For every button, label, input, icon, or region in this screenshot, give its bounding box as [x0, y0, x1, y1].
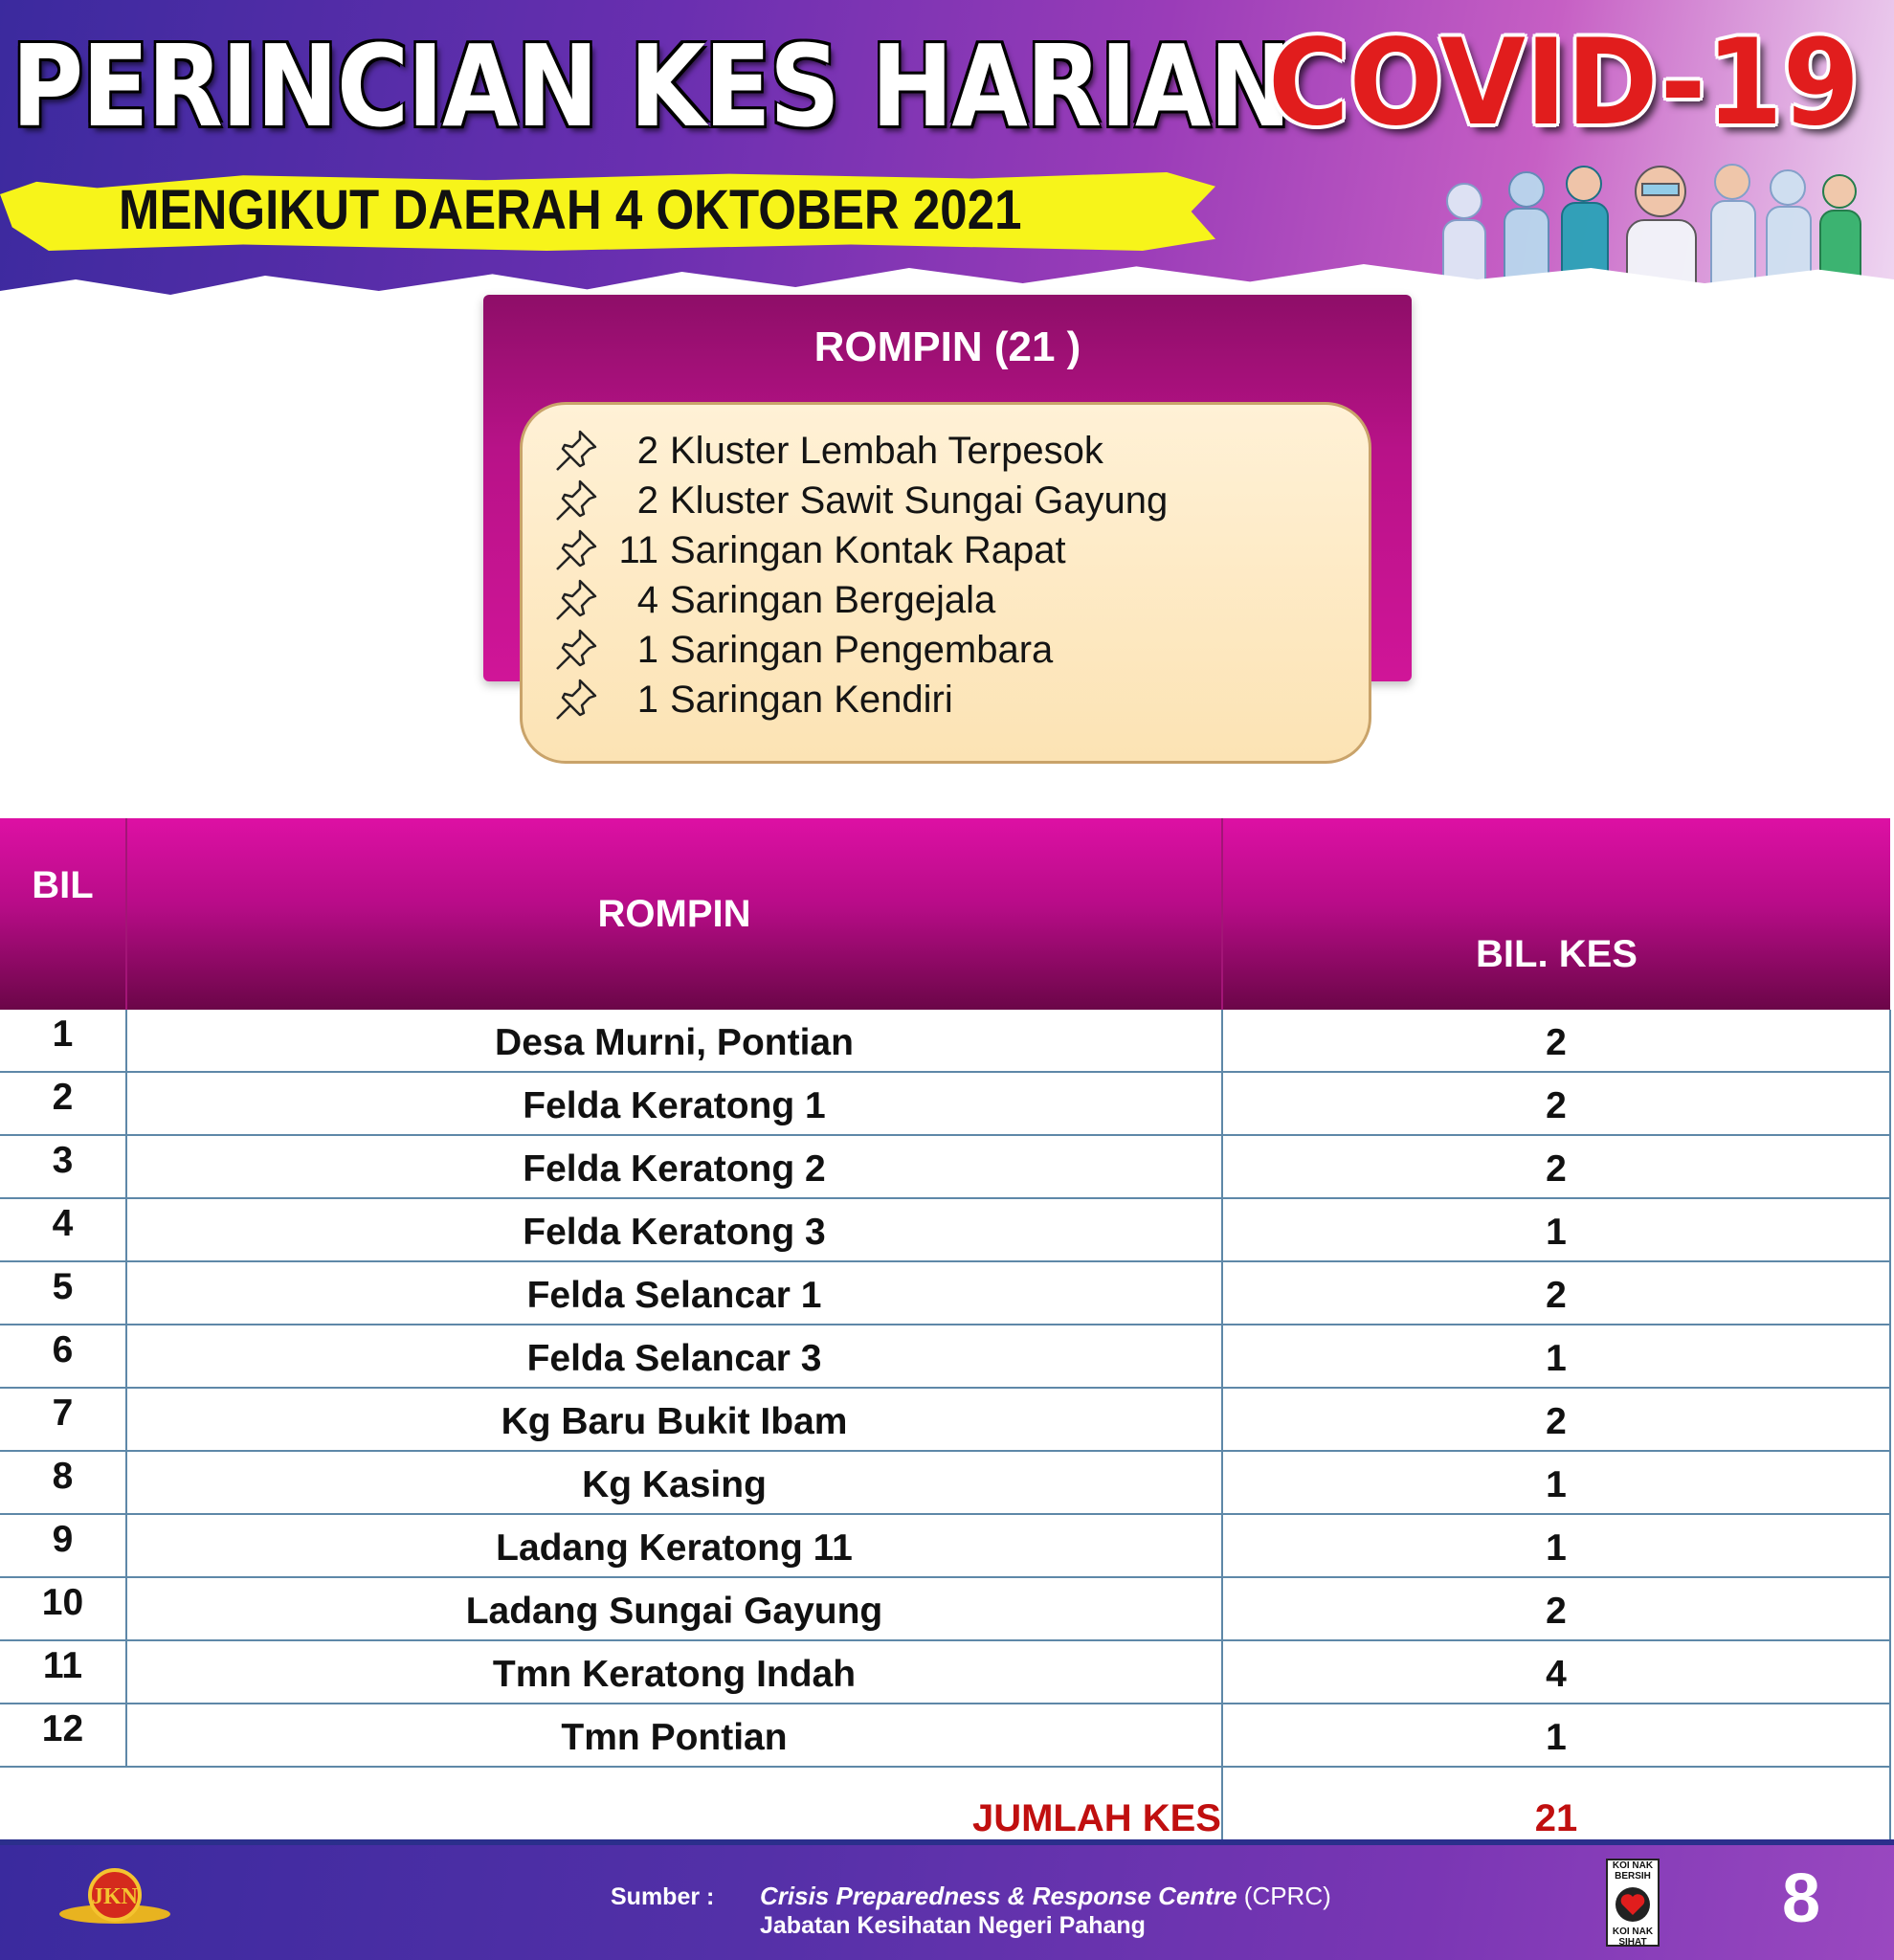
table-row	[0, 1198, 1890, 1261]
cases-table	[0, 818, 1891, 1869]
pushpin-icon	[551, 577, 601, 623]
koi-logo-bottom-text: KOI NAK SIHAT	[1612, 1927, 1654, 1948]
cell-location: Felda Selancar 3	[126, 1325, 1222, 1388]
list-item	[551, 625, 1168, 675]
cell-location: Felda Keratong 1	[126, 1072, 1222, 1135]
cell-bil: 4	[0, 1198, 126, 1261]
cell-location: Felda Selancar 1	[126, 1261, 1222, 1325]
cell-cases: 2	[1222, 1388, 1890, 1451]
item-count: 1	[636, 678, 658, 721]
summary-list-box	[520, 402, 1371, 764]
header-banner	[0, 0, 1894, 330]
page-title: PERINCIAN KES HARIAN	[11, 20, 1290, 152]
cell-location: Ladang Keratong 11	[126, 1514, 1222, 1577]
source-department: Jabatan Kesihatan Negeri Pahang	[760, 1912, 1146, 1939]
column-header-bil: BIL	[0, 818, 126, 1010]
cell-cases: 1	[1222, 1198, 1890, 1261]
cell-location: Ladang Sungai Gayung	[126, 1577, 1222, 1640]
footer-bar	[0, 1839, 1894, 1960]
item-label: Saringan Bergejala	[670, 578, 996, 621]
cell-bil: 10	[0, 1577, 126, 1640]
cell-bil: 11	[0, 1640, 126, 1704]
cell-bil: 7	[0, 1388, 126, 1451]
item-label: Kluster Lembah Terpesok	[670, 429, 1103, 472]
source-org	[760, 1882, 1331, 1911]
pushpin-icon	[551, 677, 601, 723]
cell-cases: 1	[1222, 1451, 1890, 1514]
cell-location: Tmn Keratong Indah	[126, 1640, 1222, 1704]
cell-cases: 2	[1222, 1072, 1890, 1135]
table-row	[0, 1261, 1890, 1325]
list-item	[551, 525, 1168, 575]
cell-cases: 2	[1222, 1010, 1890, 1072]
cell-bil: 3	[0, 1135, 126, 1198]
column-header-location: ROMPIN	[126, 818, 1222, 1010]
page-number: 8	[1782, 1860, 1821, 1937]
cell-bil: 8	[0, 1451, 126, 1514]
cell-location: Desa Murni, Pontian	[126, 1010, 1222, 1072]
table-row	[0, 1325, 1890, 1388]
list-item	[551, 675, 1168, 724]
cell-location: Kg Kasing	[126, 1451, 1222, 1514]
jkn-logo	[56, 1859, 175, 1935]
page-subtitle: MENGIKUT DAERAH 4 OKTOBER 2021	[119, 179, 1022, 241]
cell-cases: 4	[1222, 1640, 1890, 1704]
cell-bil: 9	[0, 1514, 126, 1577]
total-value: 21	[1222, 1767, 1890, 1869]
table-row	[0, 1072, 1890, 1135]
item-label: Saringan Kontak Rapat	[670, 528, 1066, 571]
column-header-cases: BIL. KES	[1222, 818, 1890, 1010]
pushpin-icon	[551, 478, 601, 523]
table-row	[0, 1010, 1890, 1072]
cell-bil: 12	[0, 1704, 126, 1767]
source-org-name: Crisis Preparedness & Response Centre	[760, 1882, 1237, 1910]
cell-cases: 1	[1222, 1704, 1890, 1767]
table-row	[0, 1640, 1890, 1704]
summary-list	[551, 426, 1168, 724]
cell-cases: 2	[1222, 1135, 1890, 1198]
koi-logo-top-text: KOI NAK BERSIH	[1612, 1860, 1654, 1882]
source-label: Sumber :	[611, 1883, 715, 1910]
heart-icon	[1614, 1885, 1652, 1924]
cell-cases: 2	[1222, 1261, 1890, 1325]
jkn-logo-text: JKN	[92, 1884, 138, 1909]
pushpin-icon	[551, 428, 601, 474]
table-row	[0, 1451, 1890, 1514]
item-count: 4	[636, 578, 658, 621]
list-item	[551, 426, 1168, 476]
cell-location: Felda Keratong 3	[126, 1198, 1222, 1261]
list-item	[551, 575, 1168, 625]
list-item	[551, 476, 1168, 525]
total-label: JUMLAH KES	[0, 1767, 1222, 1869]
table-row	[0, 1514, 1890, 1577]
cell-bil: 1	[0, 1010, 126, 1072]
summary-title: ROMPIN (21 )	[813, 323, 1081, 370]
item-label: Saringan Pengembara	[670, 628, 1054, 671]
item-count: 2	[636, 479, 658, 522]
cell-bil: 5	[0, 1261, 126, 1325]
item-count: 1	[636, 628, 658, 671]
item-label: Saringan Kendiri	[670, 678, 953, 721]
pushpin-icon	[551, 527, 601, 573]
item-count: 2	[636, 429, 658, 472]
cell-bil: 2	[0, 1072, 126, 1135]
koi-nak-sihat-logo	[1606, 1859, 1660, 1947]
cell-cases: 2	[1222, 1577, 1890, 1640]
cell-location: Felda Keratong 2	[126, 1135, 1222, 1198]
cell-bil: 6	[0, 1325, 126, 1388]
item-label: Kluster Sawit Sungai Gayung	[670, 479, 1169, 522]
cell-cases: 1	[1222, 1514, 1890, 1577]
item-count: 11	[618, 528, 658, 571]
cell-location: Kg Baru Bukit Ibam	[126, 1388, 1222, 1451]
table-row	[0, 1704, 1890, 1767]
table-row	[0, 1577, 1890, 1640]
cell-cases: 1	[1222, 1325, 1890, 1388]
source-org-abbr: (CPRC)	[1243, 1882, 1331, 1910]
pushpin-icon	[551, 627, 601, 673]
table-row	[0, 1388, 1890, 1451]
covid-title: COVID-19	[1268, 14, 1860, 152]
table-row	[0, 1135, 1890, 1198]
cell-location: Tmn Pontian	[126, 1704, 1222, 1767]
footer-edge	[0, 1839, 1894, 1845]
table-header-row	[0, 818, 1890, 1010]
